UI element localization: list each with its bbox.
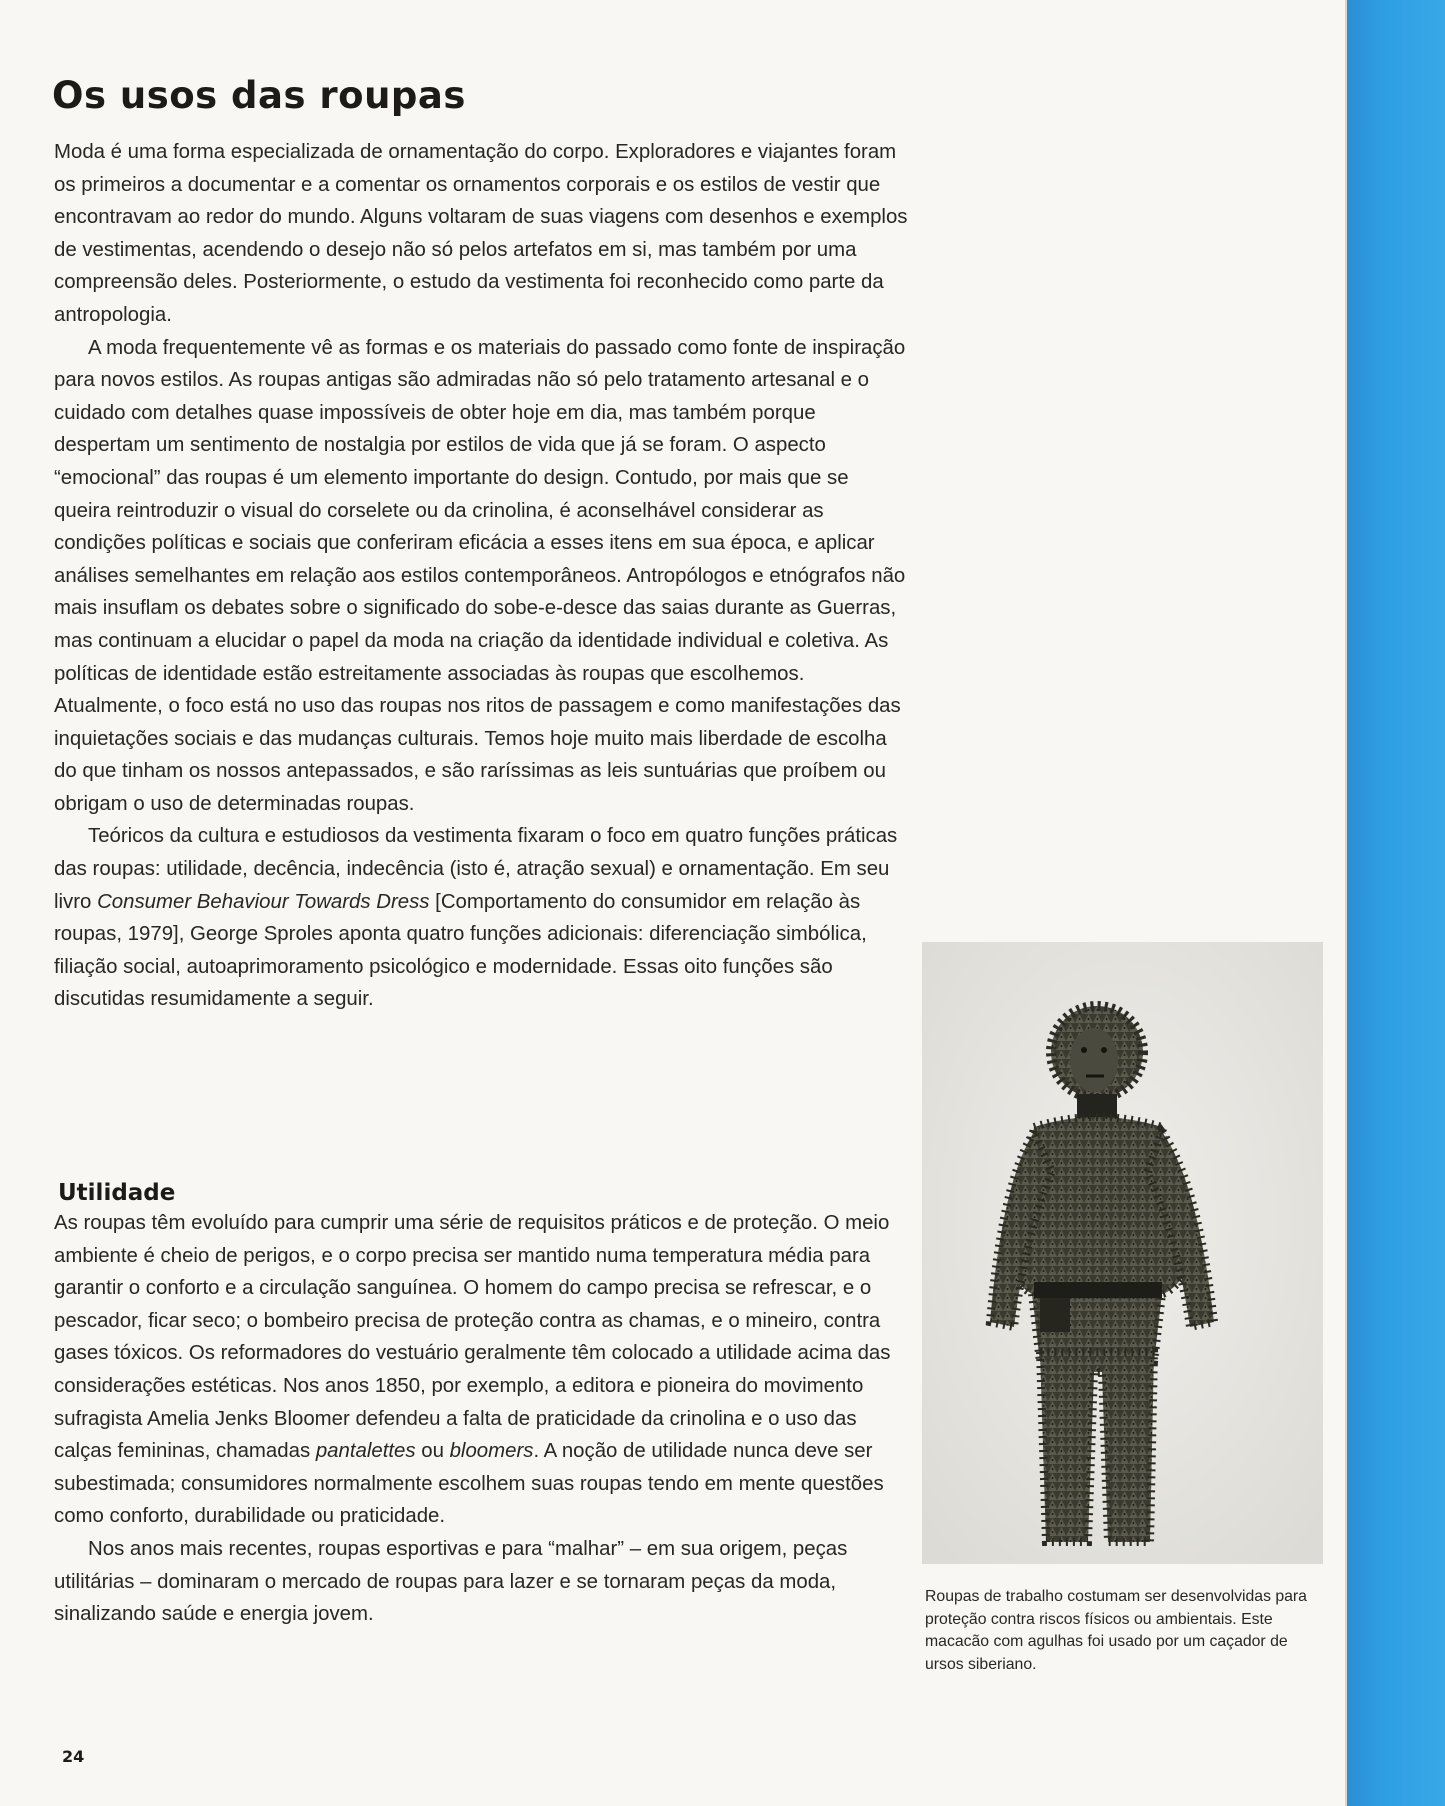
term-bloomers: bloomers [449,1440,534,1463]
paragraph-text: [Comportamento do consumidor em relação às roupas, 1979], George Sproles aponta quatro funções adicionais: diferenciação simbólica, filiação social, autoaprimoramento psicológico e modernidade. Essas oito funções são discutidas resumidamente a seguir. [54,890,867,1011]
blue-page-edge [1347,0,1445,1806]
utility-paragraph-2: Nos anos mais recentes, roupas esportivas e para “malhar” – em sua origem, peças utilitárias – dominaram o mercado de roupas para lazer e se tornaram peças da moda, sinalizando saúde e energia jovem. [54,1537,848,1626]
section-heading-utility: Utilidade [58,1180,176,1206]
term-pantalettes: pantalettes [315,1440,416,1463]
intro-paragraph-1: Moda é uma forma especializada de ornamentação do corpo. Exploradores e viajantes foram os primeiros a documentar e a comentar os ornamentos corporais e os estilos de vestir que encontravam ao redor do mundo. Alguns voltaram de suas viagens com desenhos e exemplos de vestimentas, acendendo o desejo não só pelos artefatos em si, mas também por uma compreensão deles. Posteriormente, o estudo da vestimenta foi reconhecido como parte da antropologia. [54,141,908,326]
photo-caption: Roupas de trabalho costumam ser desenvolvidas para proteção contra riscos físicos ou ambientais. Este macacão com agulhas foi usado por um caçador de ursos siberiano. [925,1588,1307,1673]
utility-paragraph-1 [54,1207,909,1533]
spiked-suit-illustration [922,942,1323,1564]
paragraph-text: Teóricos da cultura e estudiosos da vestimenta fixaram o foco em quatro funções práticas das roupas: utilidade, decência, indecência (isto é, atração sexual) e ornamentação. Em seu livro [54,825,898,913]
page-title: Os usos das roupas [52,74,466,117]
paragraph-text: As roupas têm evoluído para cumprir uma série de requisitos práticos e de proteção. O meio ambiente é cheio de perigos, e o corpo precisa ser mantido numa temperatura média para garantir o conforto e a circulação sanguínea. O homem do campo precisa se refrescar, e o pescador, ficar seco; o bombeiro precisa de proteção contra as chamas, e o mineiro, contra gases tóxicos. Os reformadores do vestuário geralmente têm colocado a utilidade acima das considerações estéticas. Nos anos 1850, por exemplo, a editora e pioneira do movimento sufragista Amelia Jenks Bloomer defendeu a falta de praticidade da crinolina e o uso das calças femininas, chamadas [54,1212,891,1463]
paragraph-text: ou [415,1440,450,1463]
book-title: Consumer Behaviour Towards Dress [97,890,430,913]
page-number: 24 [62,1747,85,1766]
intro-paragraph-2: A moda frequentemente vê as formas e os materiais do passado como fonte de inspiração para novos estilos. As roupas antigas são admiradas não só pelo tratamento artesanal e o cuidado com detalhes quase impossíveis de obter hoje em dia, mas também porque despertam um sentimento de nostalgia por estilos de vida que já se foram. O aspecto “emocional” das roupas é um elemento importante do design. Contudo, por mais que se queira reintroduzir o visual do corselete ou da crinolina, é aconselhável considerar as condições políticas e sociais que conferiram eficácia a esses itens em sua época, e aplicar análises semelhantes em relação aos estilos contemporâneos. Antropólogos e etnógrafos não mais insuflam os debates sobre o significado do sobe-e-desce das saias durante as Guerras, mas continuam a elucidar o papel da moda na criação da identidade individual e coletiva. As políticas de identidade estão estreitamente associadas às roupas que escolhemos. Atualmente, o foco está no uso das roupas nos ritos de passagem e como manifestações das inquietações sociais e das mudanças culturais. Temos hoje muito mais liberdade de escolha do que tinham os nossos antepassados, e são raríssimas as leis suntuárias que proíbem ou obrigam o uso de determinadas roupas. [54,336,906,815]
bear-hunter-suit-photo [922,942,1323,1564]
intro-paragraph-3 [54,820,909,1016]
paragraph-text: . A noção de utilidade nunca deve ser subestimada; consumidores normalmente escolhem suas roupas tendo em mente questões como conforto, durabilidade ou praticidade. [54,1440,884,1528]
intro-text [54,136,909,1016]
utility-text [54,1207,909,1631]
